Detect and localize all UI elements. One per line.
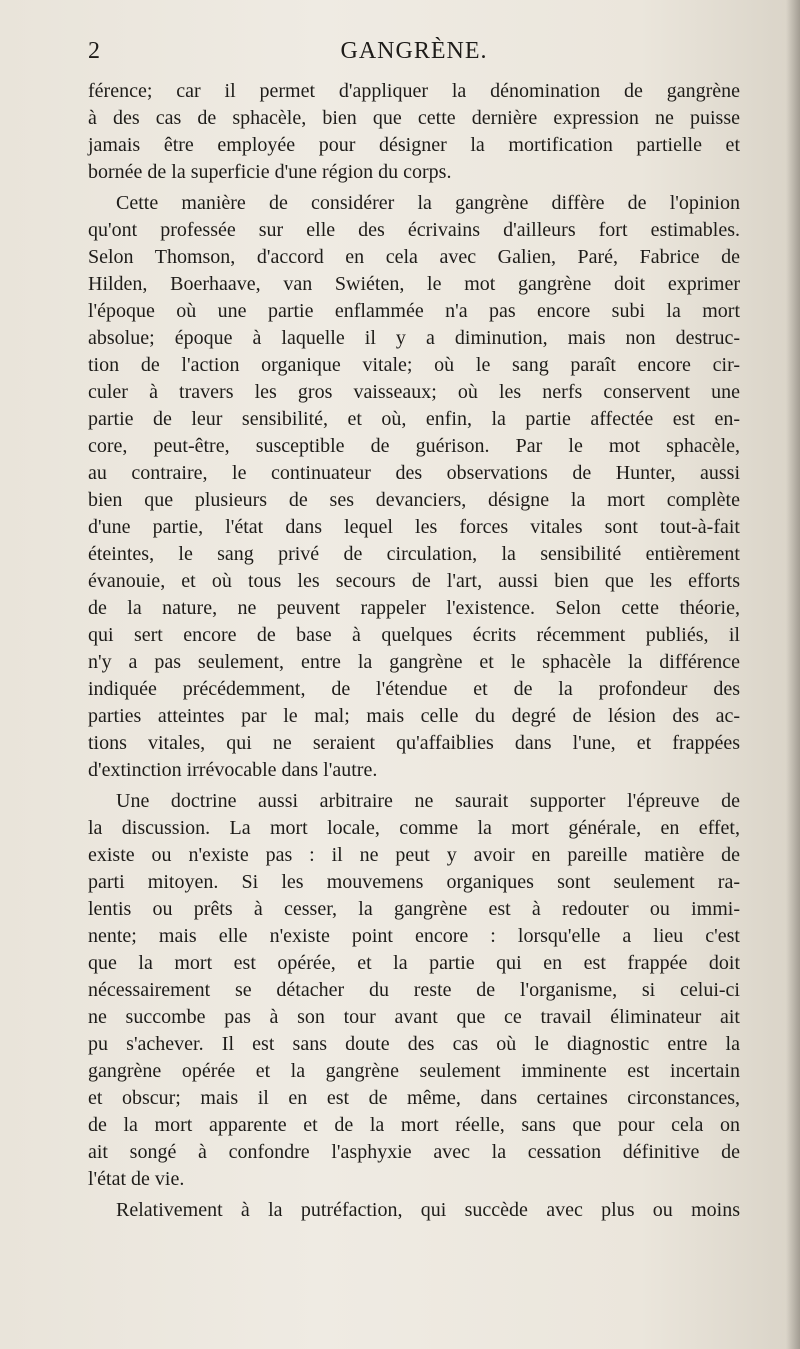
text-line: Cette manière de considérer la gangrène diffère de l'opinion (116, 192, 740, 214)
text-line: parties atteintes par le mal; mais celle du degré de lésion des ac- (88, 705, 740, 727)
text-line: au contraire, le continuateur des observations de Hunter, aussi (88, 462, 740, 484)
text-line: partie de leur sensibilité, et où, enfin, la partie affectée est en- (88, 408, 740, 430)
text-line: absolue; époque à laquelle il y a diminution, mais non destruc- (88, 327, 740, 349)
text-line: parti mitoyen. Si les mouvemens organiques sont seulement ra- (88, 871, 740, 893)
text-line: Relativement à la putréfaction, qui succède avec plus ou moins (116, 1199, 740, 1221)
text-line: d'extinction irrévocable dans l'autre. (88, 759, 378, 781)
text-line: que la mort est opérée, et la partie qui en est frappée doit (88, 952, 740, 974)
text-line: jamais être employée pour désigner la mortification partielle et (88, 134, 740, 156)
text-line: core, peut-être, susceptible de guérison. Par le mot sphacèle, (88, 435, 740, 457)
text-line: la discussion. La mort locale, comme la mort générale, en effet, (88, 817, 740, 839)
paragraph (88, 78, 740, 186)
text-line: de la mort apparente et de la mort réelle, sans que pour cela on (88, 1114, 740, 1136)
paragraph (88, 788, 740, 1193)
text-line: et obscur; mais il en est de même, dans certaines circonstances, (88, 1087, 740, 1109)
text-line: indiquée précédemment, de l'étendue et de la profondeur des (88, 678, 740, 700)
text-line: bornée de la superficie d'une région du corps. (88, 161, 452, 183)
text-line: l'état de vie. (88, 1168, 185, 1190)
text-line: pu s'achever. Il est sans doute des cas où le diagnostic entre la (88, 1033, 740, 1055)
paragraph (88, 1197, 740, 1224)
text-line: évanouie, et où tous les secours de l'art, aussi bien que les efforts (88, 570, 740, 592)
text-line: n'y a pas seulement, entre la gangrène et le sphacèle la différence (88, 651, 740, 673)
page-edge-shadow (786, 0, 800, 1349)
text-line: lentis ou prêts à cesser, la gangrène est à redouter ou immi- (88, 898, 740, 920)
text-line: gangrène opérée et la gangrène seulement imminente est incertain (88, 1060, 740, 1082)
text-line: culer à travers les gros vaisseaux; où les nerfs conservent une (88, 381, 740, 403)
text-line: bien que plusieurs de ses devanciers, désigne la mort complète (88, 489, 740, 511)
text-line: de la nature, ne peuvent rappeler l'existence. Selon cette théorie, (88, 597, 740, 619)
text-line: l'époque où une partie enflammée n'a pas encore subi la mort (88, 300, 740, 322)
text-line: tions vitales, qui ne seraient qu'affaiblies dans l'une, et frappées (88, 732, 740, 754)
text-line: qui sert encore de base à quelques écrits récemment publiés, il (88, 624, 740, 646)
text-line: ne succombe pas à son tour avant que ce travail éliminateur ait (88, 1006, 740, 1028)
text-line: à des cas de sphacèle, bien que cette dernière expression ne puisse (88, 107, 740, 129)
text-line: Selon Thomson, d'accord en cela avec Galien, Paré, Fabrice de (88, 246, 740, 268)
text-line: tion de l'action organique vitale; où le sang paraît encore cir- (88, 354, 740, 376)
body-text (88, 78, 740, 1228)
text-line: Une doctrine aussi arbitraire ne saurait supporter l'épreuve de (116, 790, 740, 812)
text-line: d'une partie, l'état dans lequel les forces vitales sont tout-à-fait (88, 516, 740, 538)
text-line: férence; car il permet d'appliquer la dénomination de gangrène (88, 80, 740, 102)
page-header (88, 38, 740, 74)
text-line: existe ou n'existe pas : il ne peut y avoir en pareille matière de (88, 844, 740, 866)
running-title: GANGRÈNE. (340, 38, 488, 64)
text-line: éteintes, le sang privé de circulation, la sensibilité entièrement (88, 543, 740, 565)
paragraph (88, 190, 740, 784)
text-line: ait songé à confondre l'asphyxie avec la cessation définitive de (88, 1141, 740, 1163)
text-line: qu'ont professée sur elle des écrivains d'ailleurs fort estimables. (88, 219, 740, 241)
text-line: nente; mais elle n'existe point encore : lorsqu'elle a lieu c'est (88, 925, 740, 947)
text-line: Hilden, Boerhaave, van Swiéten, le mot gangrène doit exprimer (88, 273, 740, 295)
text-line: nécessairement se détacher du reste de l'organisme, si celui-ci (88, 979, 740, 1001)
page-number: 2 (88, 38, 100, 64)
